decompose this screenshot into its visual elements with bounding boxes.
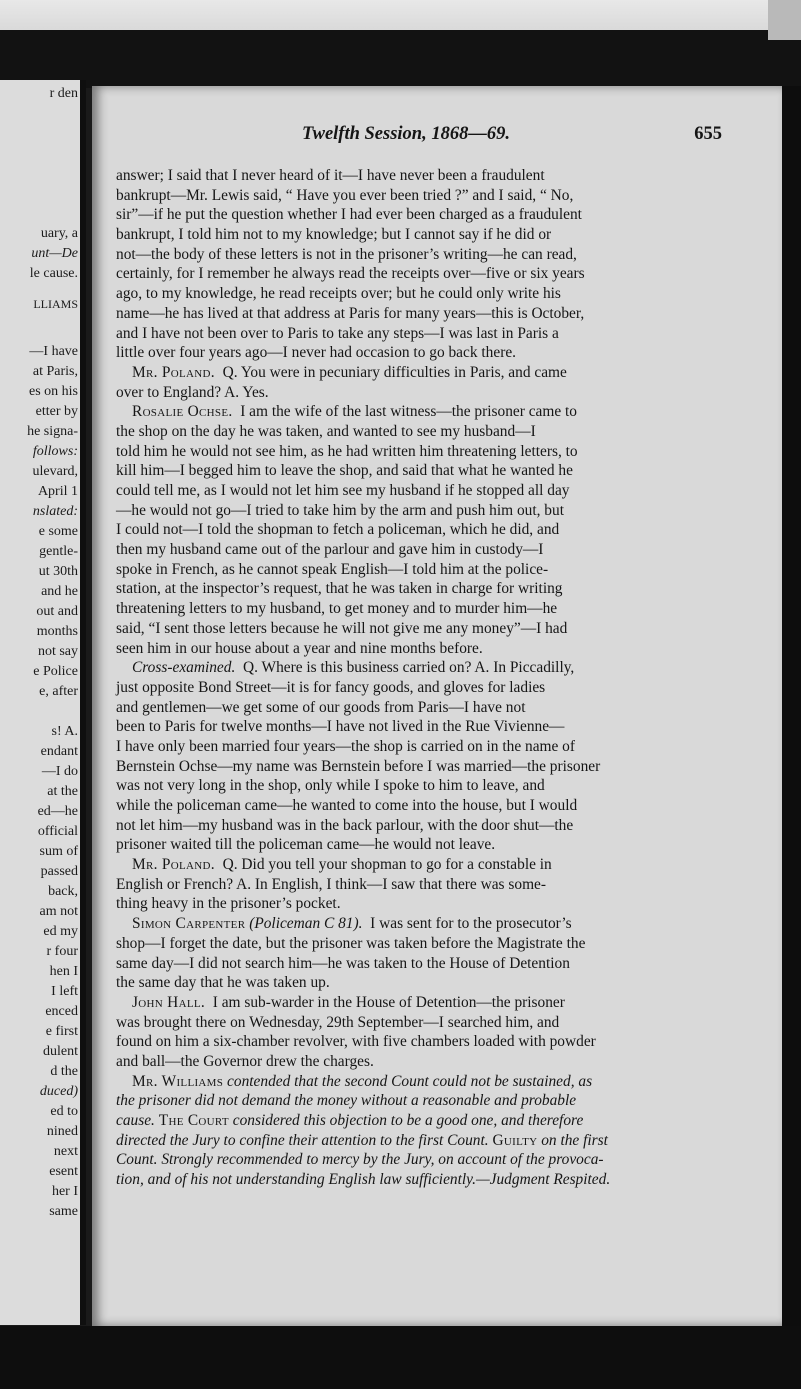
scan-bottom-shadow	[0, 1326, 801, 1389]
page-body	[116, 166, 728, 1190]
paragraph-mr-poland-1	[116, 363, 728, 402]
verdict-label: Guilty	[492, 1131, 538, 1149]
court-label: The Court	[158, 1112, 229, 1129]
paragraph-cross-examined	[116, 658, 728, 855]
text-line: same day—I did not search him—he was taken to the House of Detention	[116, 954, 570, 972]
paragraph-john-hall	[116, 993, 728, 1072]
left-page-fragment: e, after	[39, 684, 78, 699]
left-page-fragment: es on his	[29, 384, 78, 399]
left-page-fragment: le cause.	[29, 266, 78, 281]
speaker-name: John Hall.	[132, 993, 206, 1011]
left-page-fragment: e Police	[33, 664, 78, 679]
left-page-fragment: not say	[37, 644, 78, 659]
text-line: while the policeman came—he wanted to come into the house, but I would	[116, 797, 578, 814]
left-page-fragment: nined	[46, 1124, 78, 1139]
left-page-fragment: LLIAMS	[33, 297, 78, 311]
text-line: spoke in French, as he cannot speak English—I told him at the police-	[116, 560, 549, 578]
text-line: Rosalie Ochse. I am the wife of the last witness—the prisoner came to	[132, 403, 577, 421]
text-line: then my husband came out of the parlour and gave him in custody—I	[116, 541, 544, 559]
left-page-fragment: —I do	[41, 764, 78, 779]
text-line: and gentlemen—we get some of our goods from Paris—I have not	[116, 698, 526, 716]
text-line: English or French? A. In English, I think—I saw that there was some-	[116, 875, 546, 893]
text-line: just opposite Bond Street—it is for fancy goods, and gloves for ladies	[116, 678, 546, 696]
text-line: not—the body of these letters is not in the prisoner’s writing—he can read,	[116, 245, 577, 263]
text-line: Mr. Poland. Q. You were in pecuniary difficulties in Paris, and came	[132, 363, 567, 381]
left-page-fragment: out and	[36, 604, 78, 619]
cross-examined-label: Cross-examined.	[132, 659, 236, 677]
text-line: not let him—my husband was in the back parlour, with the door shut—the	[116, 816, 574, 834]
left-page-fragment: I left	[51, 984, 78, 999]
text-line: directed the Jury to confine their attention to the first Count. Guilty on the first	[116, 1131, 608, 1149]
speaker-name: Simon Carpenter	[132, 915, 246, 933]
left-page-fragment: e some	[38, 524, 78, 539]
text-line: the shop on the day he was taken, and wanted to see my husband—I	[116, 422, 536, 440]
left-page-fragment: back,	[48, 884, 78, 899]
left-page-fragment: d the	[50, 1064, 78, 1079]
text-line: John Hall. I am sub-warder in the House of Detention—the prisoner	[132, 993, 565, 1011]
speaker-name: Mr. Poland.	[132, 363, 215, 381]
text-line: shop—I forget the date, but the prisoner was taken before the Magistrate the	[116, 934, 586, 952]
left-page-fragment: official	[37, 824, 78, 839]
paragraph-verdict	[116, 1072, 728, 1190]
left-page-fragment: esent	[49, 1164, 78, 1179]
left-page-fragment: passed	[40, 864, 78, 879]
paragraph-rosalie-ochse	[116, 402, 728, 658]
text-line: Count. Strongly recommended to mercy by the Jury, on account of the provoca-	[116, 1151, 604, 1169]
page-header	[192, 124, 722, 152]
text-line: thing heavy in the prisoner’s pocket.	[116, 895, 341, 913]
left-page-fragment: —I have	[29, 344, 78, 359]
text-line: kill him—I begged him to leave the shop, and said that what he wanted he	[116, 462, 573, 480]
text-line: was brought there on Wednesday, 29th September—I searched him, and	[116, 1013, 560, 1031]
text-line: —he would not go—I tried to take him by the arm and push him out, but	[116, 501, 564, 519]
page-655	[92, 86, 782, 1326]
text-line: could tell me, as I would not let him see my husband if he stopped all day	[116, 482, 570, 499]
text-line: tion, and of his not understanding English law sufficiently.—Judgment Respited.	[116, 1171, 611, 1189]
text-line: cause. The Court considered this objection to be a good one, and therefore	[116, 1112, 584, 1129]
paragraph-testimony-continued	[116, 166, 728, 363]
text-line: Cross-examined. Q. Where is this business carried on? A. In Piccadilly,	[132, 659, 575, 677]
left-page-fragment: unt—De	[31, 246, 78, 261]
left-page-fragment: am not	[39, 904, 78, 919]
left-page-fragment: next	[53, 1144, 78, 1159]
speaker-name: Rosalie Ochse.	[132, 403, 233, 421]
left-page-fragment: e first	[45, 1024, 78, 1039]
text-line: ago, to my knowledge, he read receipts over; but he could only write his	[116, 285, 561, 303]
left-page-fragment: sum of	[39, 844, 78, 859]
left-page-fragment: and he	[41, 584, 78, 599]
text-line: Simon Carpenter (Policeman C 81). I was sent for to the prosecutor’s	[132, 915, 572, 933]
left-page-fragment: r four	[46, 944, 78, 959]
left-page-fragment: s! A.	[51, 724, 78, 739]
left-page-fragment: enced	[45, 1004, 78, 1019]
left-page-fragment: r den	[49, 86, 78, 101]
text-line: certainly, for I remember he always read the receipts over—five or six years	[116, 265, 585, 283]
text-line: Mr. Williams contended that the second Count could not be sustained, as	[132, 1072, 593, 1090]
scan-top-shadow	[0, 30, 801, 88]
text-line: seen him in our house about a year and nine months before.	[116, 639, 483, 657]
paragraph-simon-carpenter	[116, 914, 728, 993]
text-line: was not very long in the shop, only while I spoke to him to leave, and	[116, 777, 545, 795]
scan-right-corner	[768, 0, 801, 40]
page-number: 655	[694, 124, 722, 144]
speaker-role: (Policeman C 81).	[249, 915, 363, 933]
left-page-fragment: April 1	[37, 484, 78, 499]
paragraph-mr-poland-2	[116, 855, 728, 914]
text-line: Bernstein Ochse—my name was Bernstein before I was married—the prisoner	[116, 757, 601, 775]
text-line: and I have not been over to Paris to take any steps—I was last in Paris a	[116, 324, 559, 342]
left-page-fragment: etter by	[35, 404, 78, 419]
text-line: sir”—if he put the question whether I had ever been charged as a fraudulent	[116, 206, 582, 224]
left-page-fragment: her I	[51, 1184, 78, 1199]
left-page-fragment: ed—he	[37, 804, 78, 819]
text-line: Mr. Poland. Q. Did you tell your shopman to go for a constable in	[132, 856, 552, 874]
left-page-fragment: uary, a	[40, 226, 78, 241]
left-page-fragment: gentle-	[39, 544, 78, 559]
text-line: over to England? A. Yes.	[116, 383, 269, 401]
left-page-fragment: endant	[40, 744, 78, 759]
text-line: threatening letters to my husband, to get money and to murder him—he	[116, 600, 558, 618]
left-page-fragment: he signa-	[27, 424, 78, 439]
text-line: I could not—I told the shopman to fetch a policeman, which he did, and	[116, 521, 560, 539]
left-page-fragment: ed my	[43, 924, 78, 939]
left-page-fragment: nslated:	[32, 504, 78, 519]
counsel-name: Mr. Williams	[132, 1072, 224, 1090]
text-line: prisoner waited till the policeman came—he would not leave.	[116, 836, 496, 854]
text-line: name—he has lived at that address at Paris for many years—this is October,	[116, 304, 585, 322]
text-line: answer; I said that I never heard of it—I have never been a fraudulent	[116, 167, 545, 184]
text-line: been to Paris for twelve months—I have not lived in the Rue Vivienne—	[116, 718, 565, 736]
left-page-fragment: same	[49, 1204, 78, 1219]
left-page-fragment: follows:	[32, 444, 78, 459]
left-page-fragment: hen I	[49, 964, 78, 979]
text-line: station, at the inspector’s request, that he was taken in charge for writing	[116, 580, 563, 598]
text-line: and ball—the Governor drew the charges.	[116, 1052, 374, 1070]
text-line: told him he would not see him, as he had written him threatening letters, to	[116, 442, 578, 460]
text-line: bankrupt, I told him not to my knowledge; but I cannot say if he did or	[116, 226, 552, 244]
text-line: found on him a six-chamber revolver, with five chambers loaded with powder	[116, 1033, 596, 1051]
left-page-fragment: duced)	[39, 1084, 78, 1099]
scan-right-shadow	[782, 86, 801, 1326]
running-head: Twelfth Session, 1868—69.	[302, 124, 510, 144]
text-line: I have only been married four years—the shop is carried on in the name of	[116, 737, 575, 755]
left-page-fragment: dulent	[43, 1044, 78, 1059]
text-line: the prisoner did not demand the money without a reasonable and probable	[116, 1092, 577, 1110]
left-page-fragment: ed to	[50, 1104, 78, 1119]
speaker-name: Mr. Poland.	[132, 856, 215, 874]
text-line: the same day that he was taken up.	[116, 974, 330, 992]
left-page-fragment: ut 30th	[38, 564, 78, 579]
left-page-fragment: ulevard,	[32, 464, 78, 479]
text-line: said, “I sent those letters because he will not give me any money”—I had	[116, 619, 568, 637]
left-page-fragment: at Paris,	[32, 364, 78, 379]
left-page-fragment: months	[36, 624, 78, 639]
text-line: bankrupt—Mr. Lewis said, “ Have you ever been tried ?” and I said, “ No,	[116, 186, 574, 204]
left-page-fragment: at the	[47, 784, 78, 799]
text-line: little over four years ago—I never had occasion to go back there.	[116, 344, 516, 362]
left-facing-page	[0, 80, 86, 1325]
